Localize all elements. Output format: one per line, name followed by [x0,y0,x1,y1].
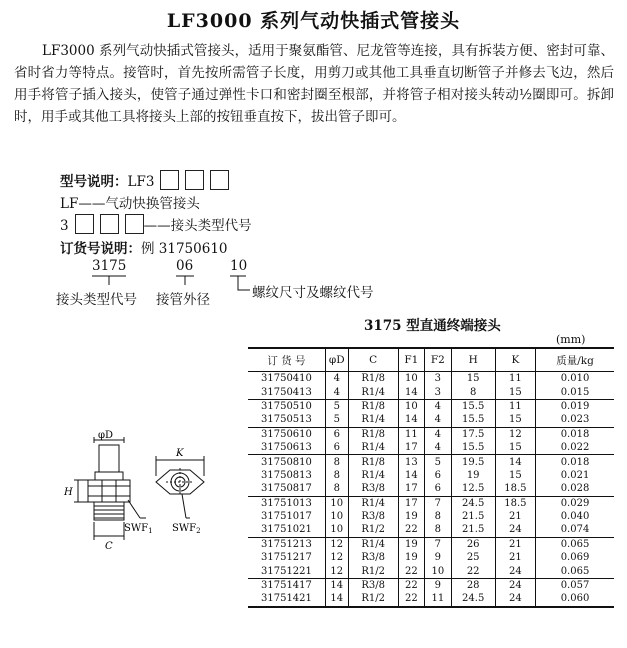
fitting-drawing [50,430,250,560]
cell-h: 25 [451,551,495,564]
cell-diameter: 8 [325,469,348,482]
cell-order-no: 31751021 [248,523,325,537]
cell-c: R1/4 [348,441,398,455]
cell-f1: 10 [398,372,425,386]
cell-order-no: 31750510 [261,400,312,412]
header-c: C [348,348,398,372]
cell-order-no: 31750810 [261,456,312,468]
cell-order-no: 31750513 [248,413,325,427]
cell-k: 12 [495,427,535,441]
cell-mass: 0.021 [536,469,614,482]
cell-diameter: 6 [325,427,348,441]
cell-c: R1/4 [348,469,398,482]
drawing-swf1-label: $SWF_1$ [124,523,153,535]
cell-mass: 0.028 [536,482,614,496]
cell-mass: 0.018 [536,427,614,441]
cell-order-no: 31750813 [261,469,312,481]
cell-diameter: 14 [325,578,348,592]
order-label: 订货号说明： [60,241,141,257]
page-title: LF3000 系列气动快插式管接头 [166,10,461,32]
table-row [248,592,614,606]
cell-f1: 14 [398,413,425,427]
header-f1: F1 [398,348,425,372]
cell-c: R1/2 [348,564,398,578]
cell-mass: 0.057 [536,578,614,592]
cell-f2: 4 [425,427,452,441]
header-h: H [451,348,495,372]
cell-diameter: 12 [325,564,348,578]
cell-c: R1/4 [348,413,398,427]
cell-diameter: 10 [325,510,348,523]
cell-diameter: 4 [325,385,348,399]
drawing-c-label: C [105,541,113,552]
table-row [248,413,614,427]
cell-c: R1/4 [348,496,398,510]
cell-h: 28 [451,578,495,592]
cell-order-no: 31750413 [248,385,325,399]
cell-c: R3/8 [348,482,398,496]
order-code-2: 06 [176,258,194,274]
cell-c: R3/8 [348,510,398,523]
cell-c: R1/4 [348,537,398,551]
cell-h: 15.5 [451,441,495,455]
cell-f1: 17 [398,482,425,496]
cell-k: 11 [495,399,535,413]
cell-h: 26 [451,537,495,551]
cell-f2: 7 [425,537,452,551]
cell-diameter: 6 [325,441,348,455]
cell-f2: 9 [425,578,452,592]
cell-f2: 9 [425,551,452,564]
cell-h: 19.5 [451,455,495,469]
cell-order-no: 31750817 [248,482,325,496]
cell-k: 15 [495,441,535,455]
cell-h: 24.5 [451,496,495,510]
header-f2: F2 [425,348,452,372]
cell-f2: 6 [425,469,452,482]
cell-mass: 0.010 [536,372,614,386]
cell-c: R1/8 [348,399,398,413]
order-code-1: 3175 [92,258,127,274]
cell-k: 18.5 [495,496,535,510]
cell-f2: 4 [425,399,452,413]
cell-f2: 11 [425,592,452,606]
order-callout-lines [0,0,627,320]
cell-k: 24 [495,564,535,578]
cell-diameter: 14 [325,592,348,606]
cell-order-no: 31751217 [261,552,312,564]
cell-diameter: 8 [325,455,348,469]
table-row [248,564,614,578]
table-row [248,510,614,523]
table-row [248,551,614,564]
cell-order-no: 31750613 [248,441,325,455]
cell-diameter: 4 [325,372,348,386]
cell-c: R1/8 [348,372,398,386]
table-row [248,372,614,386]
cell-h: 15.5 [451,399,495,413]
intro-paragraph: LF3000 系列气动快插式管接头，适用于聚氨酯管、尼龙管等连接，具有拆装方便、密封可靠、省时省力等特点。接管时，首先按所需管子长度，用剪刀或其他工具垂直切断管子并修去飞边，然后用手将管子插入接头，使管子通过弹性卡口和密封圈至根部，并将管子相对接头转动½圈即可。拆卸时，用手或其他工具将接头上部的按钮垂直按下，拔出管子即可。 [14,43,614,125]
cell-mass: 0.029 [536,496,614,510]
cell-c: R1/2 [348,592,398,606]
cell-h: 19 [451,469,495,482]
header-k: K [495,348,535,372]
cell-h: 24.5 [451,592,495,606]
cell-f2: 10 [425,564,452,578]
cell-k: 11 [495,372,535,386]
cell-f1: 11 [398,427,425,441]
table-title: 3175 型直通终端接头 [364,318,501,334]
cell-f1: 14 [398,385,425,399]
cell-k: 15 [495,385,535,399]
cell-mass: 0.022 [536,441,614,455]
cell-k: 21 [495,510,535,523]
cell-mass: 0.019 [536,399,614,413]
cell-f1: 17 [398,441,425,455]
order-code-3: 10 [230,258,248,274]
cell-order-no: 31751017 [261,511,312,523]
cell-f1: 13 [398,455,425,469]
drawing-swf2-label: $SWF_2$ [172,523,201,535]
model-lf-line: LF——气动快换管接头 [60,196,200,212]
cell-k: 14 [495,455,535,469]
table-row [248,427,614,441]
table-row [248,399,614,413]
cell-f2: 4 [425,441,452,455]
cell-h: 21.5 [451,523,495,537]
cell-f2: 7 [425,496,452,510]
cell-f2: 3 [425,372,452,386]
table-row [248,385,614,399]
order-label-2: 接管外径 [156,292,210,308]
cell-order-no: 31750610 [261,428,312,440]
cell-f1: 17 [398,496,425,510]
spec-table [248,347,614,608]
cell-h: 12.5 [451,482,495,496]
cell-mass: 0.069 [536,551,614,564]
model-prefix: LF3 [127,174,155,190]
table-row [248,441,614,455]
cell-diameter: 5 [325,413,348,427]
cell-f2: 8 [425,510,452,523]
cell-f2: 8 [425,523,452,537]
cell-c: R3/8 [348,551,398,564]
order-example: 例 31750610 [141,241,228,257]
cell-diameter: 12 [325,551,348,564]
cell-h: 22 [451,564,495,578]
spec-table-body [248,372,614,607]
cell-k: 18.5 [495,482,535,496]
cell-mass: 0.023 [536,413,614,427]
cell-c: R1/4 [348,385,398,399]
cell-f1: 22 [398,592,425,606]
drawing-d-label: φD [98,430,114,441]
cell-order-no: 31751221 [248,564,325,578]
cell-c: R3/8 [348,578,398,592]
cell-mass: 0.018 [536,455,614,469]
cell-k: 15 [495,469,535,482]
cell-order-no: 31751213 [261,538,312,550]
order-label-3: 螺纹尺寸及螺纹代号 [252,285,374,301]
cell-mass: 0.060 [536,592,614,606]
cell-f1: 19 [398,510,425,523]
cell-f2: 5 [425,455,452,469]
cell-order-no: 31751417 [261,580,312,592]
table-row [248,455,614,469]
cell-order-no: 31751013 [261,497,312,509]
model-label: 型号说明： [60,174,128,190]
cell-f1: 19 [398,537,425,551]
cell-f1: 14 [398,469,425,482]
table-row [248,578,614,592]
drawing-h-label: H [64,487,73,498]
cell-f1: 22 [398,523,425,537]
cell-h: 15 [451,372,495,386]
cell-diameter: 10 [325,523,348,537]
cell-f1: 22 [398,578,425,592]
table-unit: (mm) [556,333,586,346]
cell-mass: 0.065 [536,564,614,578]
order-label-1: 接头类型代号 [56,292,137,308]
cell-k: 24 [495,523,535,537]
cell-f2: 3 [425,385,452,399]
header-order-no: 订 货 号 [248,348,325,372]
cell-k: 24 [495,578,535,592]
header-diameter: φD [325,348,348,372]
cell-h: 17.5 [451,427,495,441]
cell-h: 8 [451,385,495,399]
table-row [248,469,614,482]
cell-mass: 0.015 [536,385,614,399]
cell-f1: 10 [398,399,425,413]
cell-c: R1/2 [348,523,398,537]
cell-mass: 0.074 [536,523,614,537]
cell-c: R1/8 [348,455,398,469]
table-header-row [248,348,614,372]
cell-order-no: 31750410 [261,373,312,385]
cell-diameter: 5 [325,399,348,413]
cell-diameter: 12 [325,537,348,551]
cell-f1: 22 [398,564,425,578]
cell-diameter: 8 [325,482,348,496]
table-row [248,537,614,551]
code-desc: ——接头类型代号 [143,218,252,234]
cell-h: 21.5 [451,510,495,523]
cell-k: 21 [495,551,535,564]
cell-f1: 19 [398,551,425,564]
header-mass: 质量/kg [536,348,614,372]
cell-diameter: 10 [325,496,348,510]
cell-k: 24 [495,592,535,606]
cell-mass: 0.065 [536,537,614,551]
drawing-k-label: K [176,448,184,459]
code-prefix: 3 [60,218,69,234]
cell-h: 15.5 [451,413,495,427]
table-row [248,523,614,537]
cell-c: R1/8 [348,427,398,441]
cell-order-no: 31751421 [248,592,325,606]
cell-f2: 6 [425,482,452,496]
table-row [248,496,614,510]
cell-f2: 4 [425,413,452,427]
cell-k: 15 [495,413,535,427]
cell-k: 21 [495,537,535,551]
table-row [248,482,614,496]
cell-mass: 0.040 [536,510,614,523]
